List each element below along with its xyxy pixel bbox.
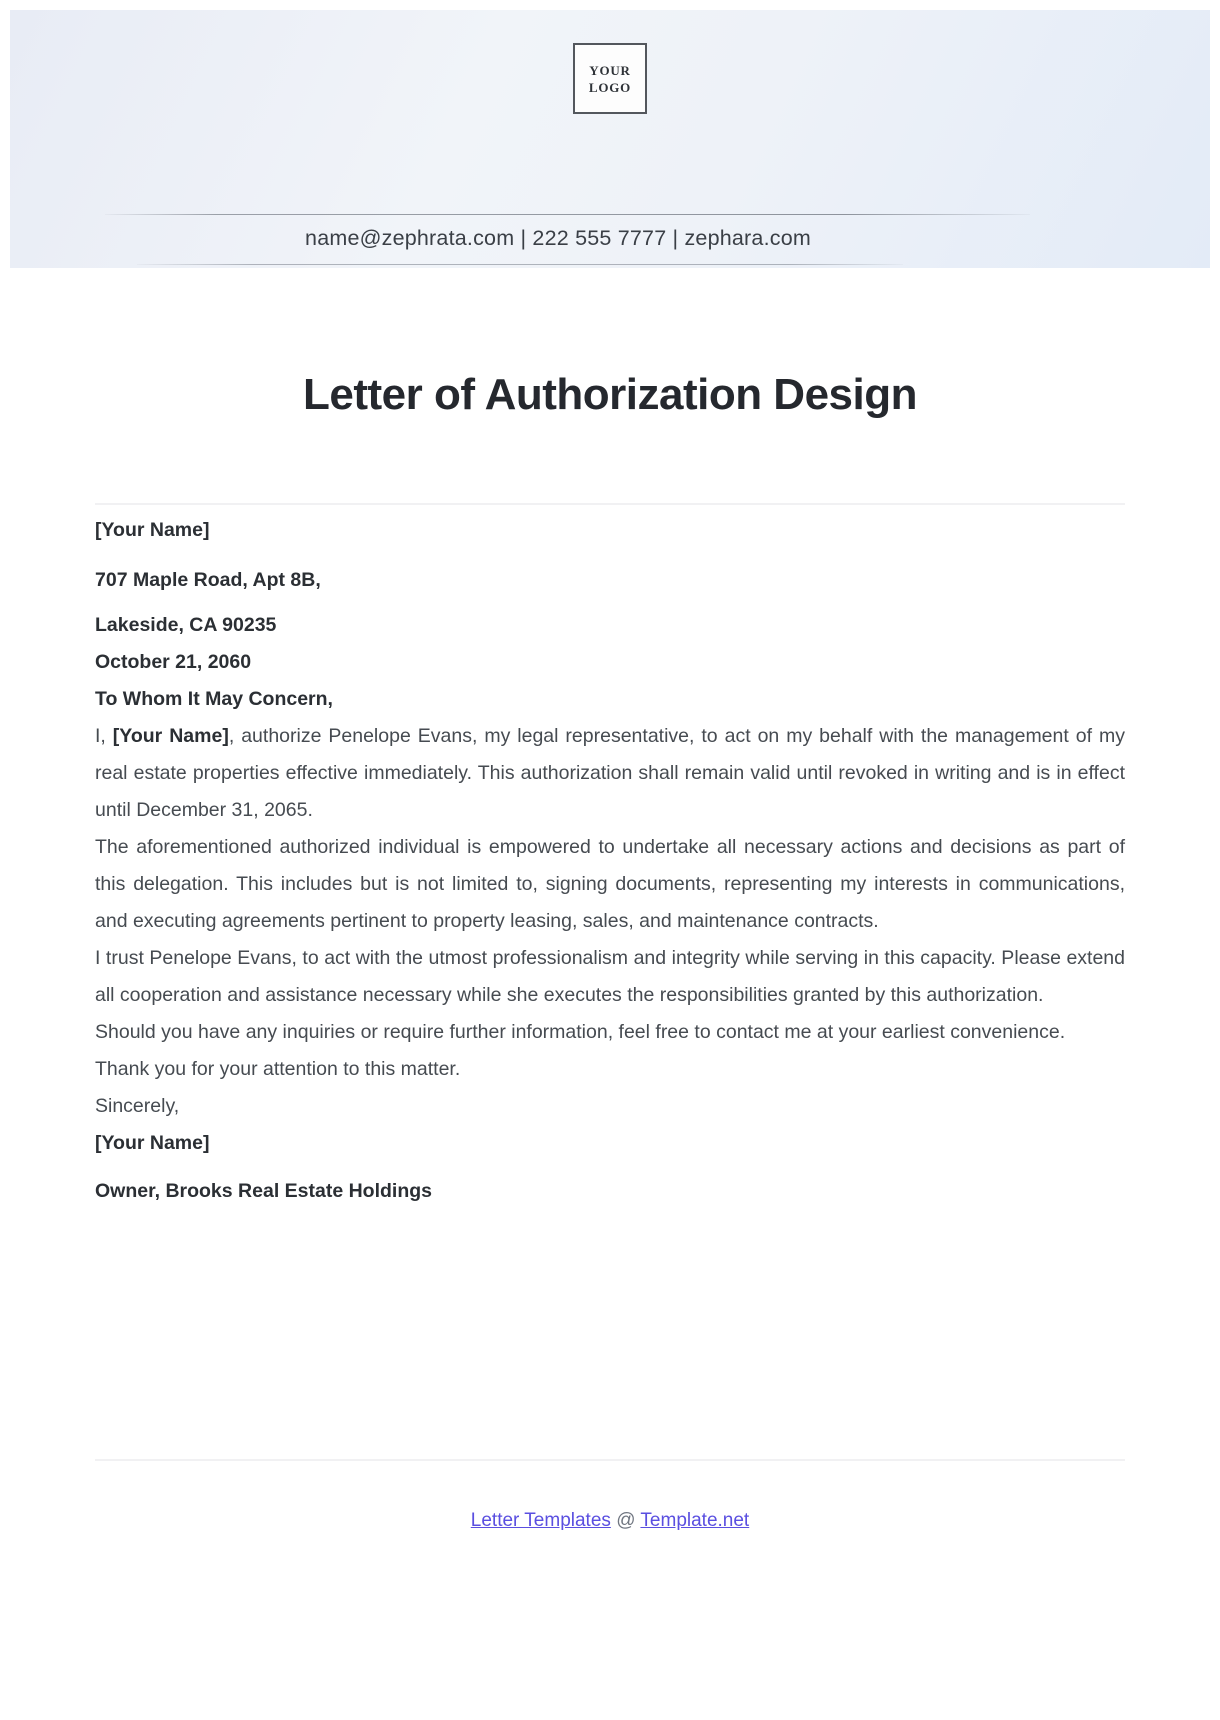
- signature-name: [Your Name]: [95, 1132, 210, 1154]
- letter-paragraph: The aforementioned authorized individual is empowered to undertake all necessary actions and decisions as part of this delegation. This includes but is not limited to, signing documents, representing my interests in communications, and executing agreements pertinent to property leasing, sales, and maintenance contracts.: [95, 836, 1125, 932]
- title-divider: [95, 503, 1125, 505]
- inline-name-placeholder: [Your Name]: [112, 725, 229, 747]
- contact-info: name@zephrata.com | 222 555 7777 | zephara.com: [305, 226, 811, 250]
- template-net-link[interactable]: Template.net: [640, 1510, 750, 1531]
- paragraph-text: , authorize Penelope Evans, my legal representative, to act on my behalf with the management of my real estate properties effective immediately. This authorization shall remain valid until revoked in writing and is in effect until December 31, 2065.: [95, 725, 1125, 821]
- signature-title: Owner, Brooks Real Estate Holdings: [95, 1180, 433, 1202]
- logo-text-line2: LOGO: [588, 79, 632, 95]
- footer-divider: [95, 1459, 1125, 1461]
- letter-templates-link[interactable]: Letter Templates: [470, 1510, 611, 1531]
- letter-date: October 21, 2060: [95, 651, 252, 673]
- thanks-line: Thank you for your attention to this matter.: [95, 1058, 461, 1080]
- address-line-2: Lakeside, CA 90235: [95, 614, 277, 636]
- letter-paragraph: I trust Penelope Evans, to act with the utmost professionalism and integrity while serving in this capacity. Please extend all cooperation and assistance necessary while she executes the responsibilities granted by this authorization.: [95, 947, 1125, 1006]
- page-title: Letter of Authorization Design: [302, 370, 918, 419]
- logo-text-line1: YOUR: [589, 62, 631, 78]
- logo-placeholder: [573, 43, 647, 114]
- paragraph-text: I,: [95, 725, 113, 747]
- header-band: [10, 10, 1210, 268]
- sender-name: [Your Name]: [95, 519, 210, 541]
- footer: [0, 1510, 1220, 1532]
- header-rule-top: [105, 214, 1030, 215]
- at-separator: @: [616, 1510, 636, 1531]
- closing-line: Sincerely,: [95, 1095, 180, 1117]
- letter-paragraph: [95, 718, 1125, 829]
- salutation: To Whom It May Concern,: [95, 688, 333, 710]
- header-rule-bottom: [137, 264, 903, 265]
- letter-body: [95, 512, 1125, 1210]
- address-line-1: 707 Maple Road, Apt 8B,: [95, 569, 321, 591]
- letter-paragraph: Should you have any inquiries or require further information, feel free to contact me at your earliest convenience.: [95, 1021, 1066, 1043]
